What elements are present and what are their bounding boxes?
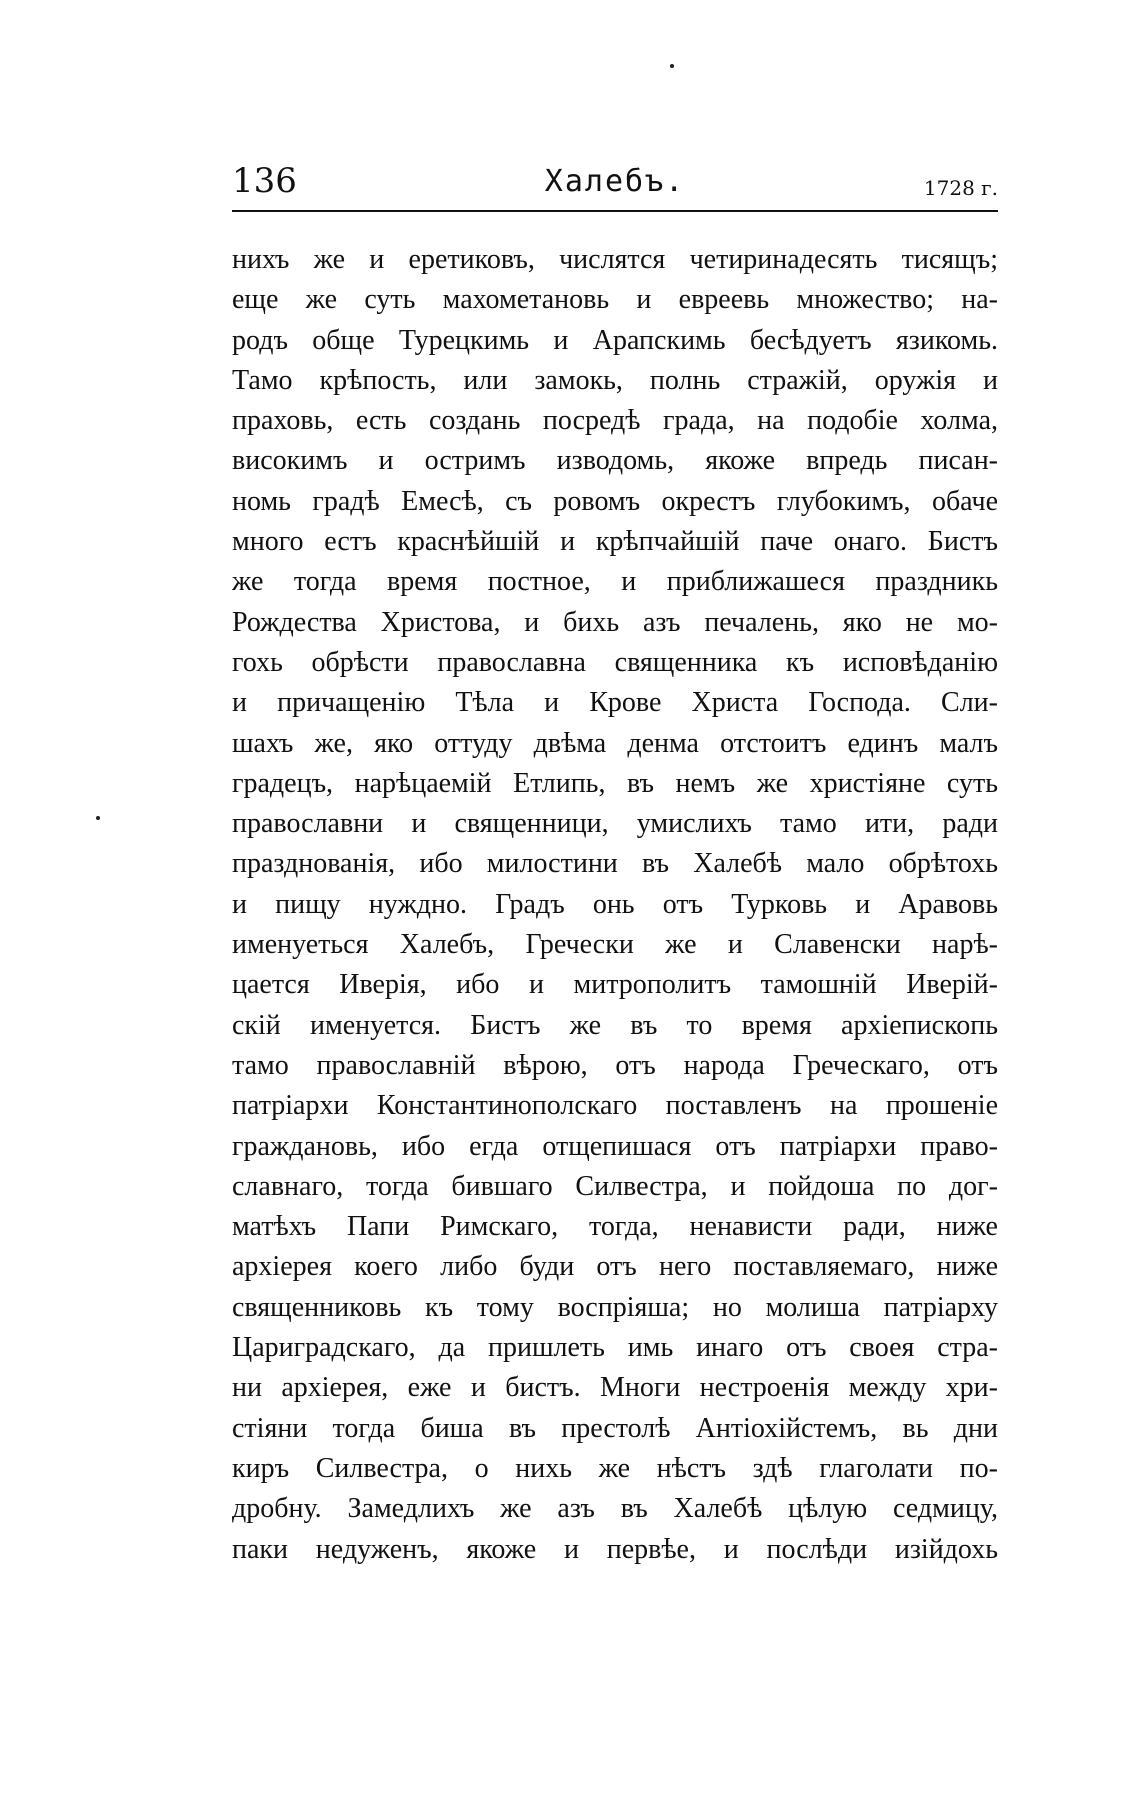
body-text	[232, 240, 998, 1570]
print-speck	[96, 816, 100, 820]
text-line: родъ обще Турецкимь и Арапскимь бесѣдуетъ язикомь.	[232, 324, 998, 356]
text-line: дробну. Замедлихъ же азъ въ Халебѣ цѣлую седмицу,	[232, 1493, 998, 1525]
text-line: славнаго, тогда бившаго Силвестра, и пойдоша по дог-	[232, 1170, 998, 1202]
header-year: 1728 г.	[923, 176, 998, 200]
text-line: тамо православній вѣрою, отъ народа Греческаго, отъ	[232, 1049, 998, 1081]
text-line: матѣхъ Папи Римскаго, тогда, ненависти ради, ниже	[232, 1211, 998, 1243]
text-line: Рождества Христова, и бихь азъ печалень, яко не мо-	[232, 606, 998, 638]
running-title: Халебъ.	[544, 164, 686, 199]
text-line: стіяни тогда биша въ престолѣ Антіохійстемъ, вь дни	[232, 1412, 998, 1444]
text-line: Тамо крѣпость, или замокь, полнь стражій, оружія и	[232, 364, 998, 396]
text-line: же тогда время постное, и приближашеся праздникь	[232, 566, 998, 598]
text-line: граждановь, ибо егда отщепишася отъ патріархи право-	[232, 1130, 998, 1162]
text-line: нихъ же и еретиковъ, числятся четиринадесять тисящъ;	[232, 244, 998, 275]
text-line: много естъ краснѣйшій и крѣпчайшій паче онаго. Бистъ	[232, 526, 998, 558]
text-line: и пищу нуждно. Градъ онь отъ Турковь и Аравовь	[232, 888, 998, 920]
text-line: ни архіерея, еже и бистъ. Многи нестроенія между хри-	[232, 1372, 998, 1404]
print-speck	[670, 64, 674, 68]
text-line: празднованія, ибо милостини въ Халебѣ мало обрѣтохь	[232, 848, 998, 880]
text-line: именуеться Халебъ, Гречески же и Славенски нарѣ-	[232, 929, 998, 961]
text-line: еще же суть махометановь и евреевь множество; на-	[232, 284, 998, 316]
text-line: православни и священници, умислихъ тамо ити, ради	[232, 808, 998, 840]
text-line: високимъ и остримъ изводомь, якоже впредь писан-	[232, 445, 998, 477]
text-line: и причащенію Тѣла и Крове Христа Господа. Сли-	[232, 687, 998, 719]
page-header	[232, 160, 998, 212]
text-line: цается Иверія, ибо и митрополитъ тамошній Иверій-	[232, 969, 998, 1001]
text-line: шахъ же, яко оттуду двѣма денма отстоитъ единъ малъ	[232, 727, 998, 759]
text-line: номь градѣ Емесѣ, съ ровомъ окрестъ глубокимъ, обаче	[232, 485, 998, 517]
text-line: праховь, есть создань посредѣ града, на подобіе холма,	[232, 405, 998, 437]
text-line: священниковь къ тому воспріяша; но молиша патріарху	[232, 1291, 998, 1323]
text-line: градецъ, нарѣцаемій Етлипь, въ немъ же христіяне суть	[232, 767, 998, 799]
text-line: архіерея коего либо буди отъ него поставляемаго, ниже	[232, 1251, 998, 1283]
text-line: паки недуженъ, якоже и первѣе, и послѣди изійдохь	[232, 1533, 998, 1565]
text-line: скій именуется. Бистъ же въ то время архіепископь	[232, 1009, 998, 1041]
text-line: Цариградскаго, да пришлеть имь инаго отъ своея стра-	[232, 1332, 998, 1364]
text-line: патріархи Константинополскаго поставленъ на прошеніе	[232, 1090, 998, 1122]
text-line: гохь обрѣсти православна священника къ исповѣданію	[232, 646, 998, 678]
text-line: киръ Силвестра, о нихь же нѣстъ здѣ глаголати по-	[232, 1452, 998, 1484]
page-number: 136	[232, 161, 297, 201]
